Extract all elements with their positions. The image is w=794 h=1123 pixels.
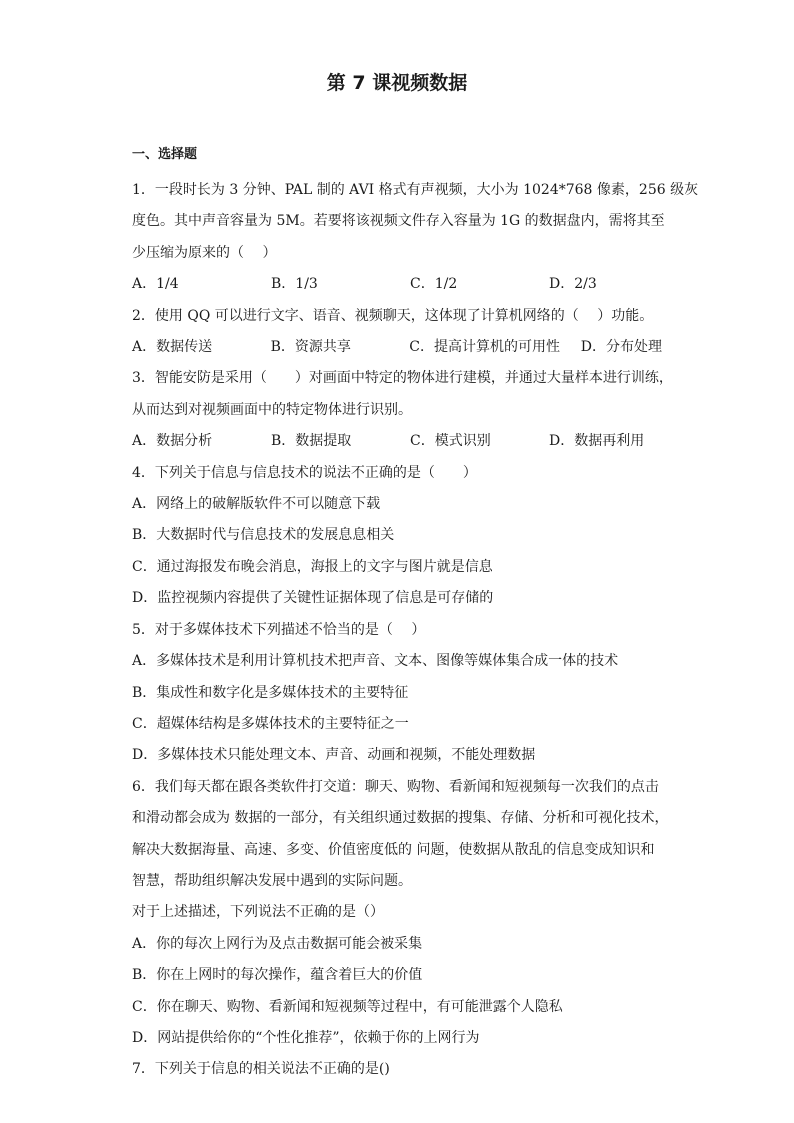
question-text-line: 度色。其中声音容量为 5M。若要将该视频文件存入容量为 1G 的数据盘内，需将其至 [132,213,665,230]
option-a: A．多媒体技术是利用计算机技术把声音、文本、图像等媒体集合成一体的技术 [132,653,619,670]
question-text-line: 对于上述描述，下列说法不正确的是（） [132,904,384,921]
option-row [132,426,662,457]
question-3 [132,363,673,457]
option-c: C．提高计算机的可用性 [409,339,560,356]
question-text-line: 从而达到对视频画面中的特定物体进行识别。 [132,401,412,418]
option-b: B．数据提取 [271,433,352,450]
option-a: A．数据传送 [132,339,213,356]
option-d: D．监控视频内容提供了关键性证据体现了信息是可存储的 [132,590,494,607]
question-text-line: 6．我们每天都在跟各类软件打交道：聊天、购物、看新闻和短视频每一次我们的点击 [132,778,659,795]
question-text-line: 少压缩为原来的（ ） [132,244,277,261]
option-c: C．你在聊天、购物、看新闻和短视频等过程中，有可能泄露个人隐私 [132,998,563,1015]
question-text-line: 智慧，帮助组织解决发展中遇到的实际问题。 [132,872,412,889]
question-text-line: 2．使用 QQ 可以进行文字、语音、视频聊天，这体现了计算机网络的（ ）功能。 [132,307,654,324]
option-d: D．分布处理 [580,339,663,356]
page-title: 第 7 课视频数据 [326,72,468,94]
option-b: B．集成性和数字化是多媒体技术的主要特征 [132,684,409,701]
option-b: B．你在上网时的每次操作，蕴含着巨大的价值 [132,967,423,984]
question-2 [132,301,662,364]
question-text-line: 解决大数据海量、高速、多变、价值密度低的 问题，使数据从散乱的信息变成知识和 [132,841,655,858]
option-a: A．数据分析 [132,433,213,450]
option-row [132,269,662,300]
option-c: C．模式识别 [410,433,491,450]
option-c: C．通过海报发布晚会消息，海报上的文字与图片就是信息 [132,558,493,575]
option-d: D．多媒体技术只能处理文本、声音、动画和视频，不能处理数据 [132,747,536,764]
option-c: C．1/2 [410,276,458,293]
option-b: B．资源共享 [270,339,351,356]
option-c: C．超媒体结构是多媒体技术的主要特征之一 [132,715,409,732]
option-b: B．大数据时代与信息技术的发展息息相关 [132,527,395,544]
question-text-line: 和滑动都会成为 数据的一部分，有关组织通过数据的搜集、存储、分析和可视化技术， [132,810,669,827]
question-text-line: 5．对于多媒体技术下列描述不恰当的是（ ） [132,621,426,638]
section-heading: 一、选择题 [132,147,198,162]
option-d: D．网站提供给你的“个性化推荐”，依赖于你的上网行为 [132,1029,480,1046]
question-text-line: 4．下列关于信息与信息技术的说法不正确的是（ ） [132,464,477,481]
option-row [132,332,662,363]
option-a: A．1/4 [132,276,179,293]
option-d: D．2/3 [549,276,597,293]
question-text-line: 1．一段时长为 3 分钟、PAL 制的 AVI 格式有声视频，大小为 1024*768 像素，256 级灰 [132,182,699,198]
question-text-line: 7．下列关于信息的相关说法不正确的是() [132,1061,390,1078]
question-5 [132,615,662,772]
option-d: D．数据再利用 [549,433,645,450]
option-b: B．1/3 [271,276,318,293]
option-a: A．网络上的破解版软件不可以随意下载 [132,496,381,513]
question-1 [132,175,699,301]
option-a: A．你的每次上网行为及点击数据可能会被采集 [132,935,423,952]
question-4 [132,458,662,615]
question-7 [132,1054,662,1085]
question-text-line: 3．智能安防是采用（ ）对画面中特定的物体进行建模，并通过大量样本进行训练， [132,370,673,387]
question-6 [132,772,669,1055]
